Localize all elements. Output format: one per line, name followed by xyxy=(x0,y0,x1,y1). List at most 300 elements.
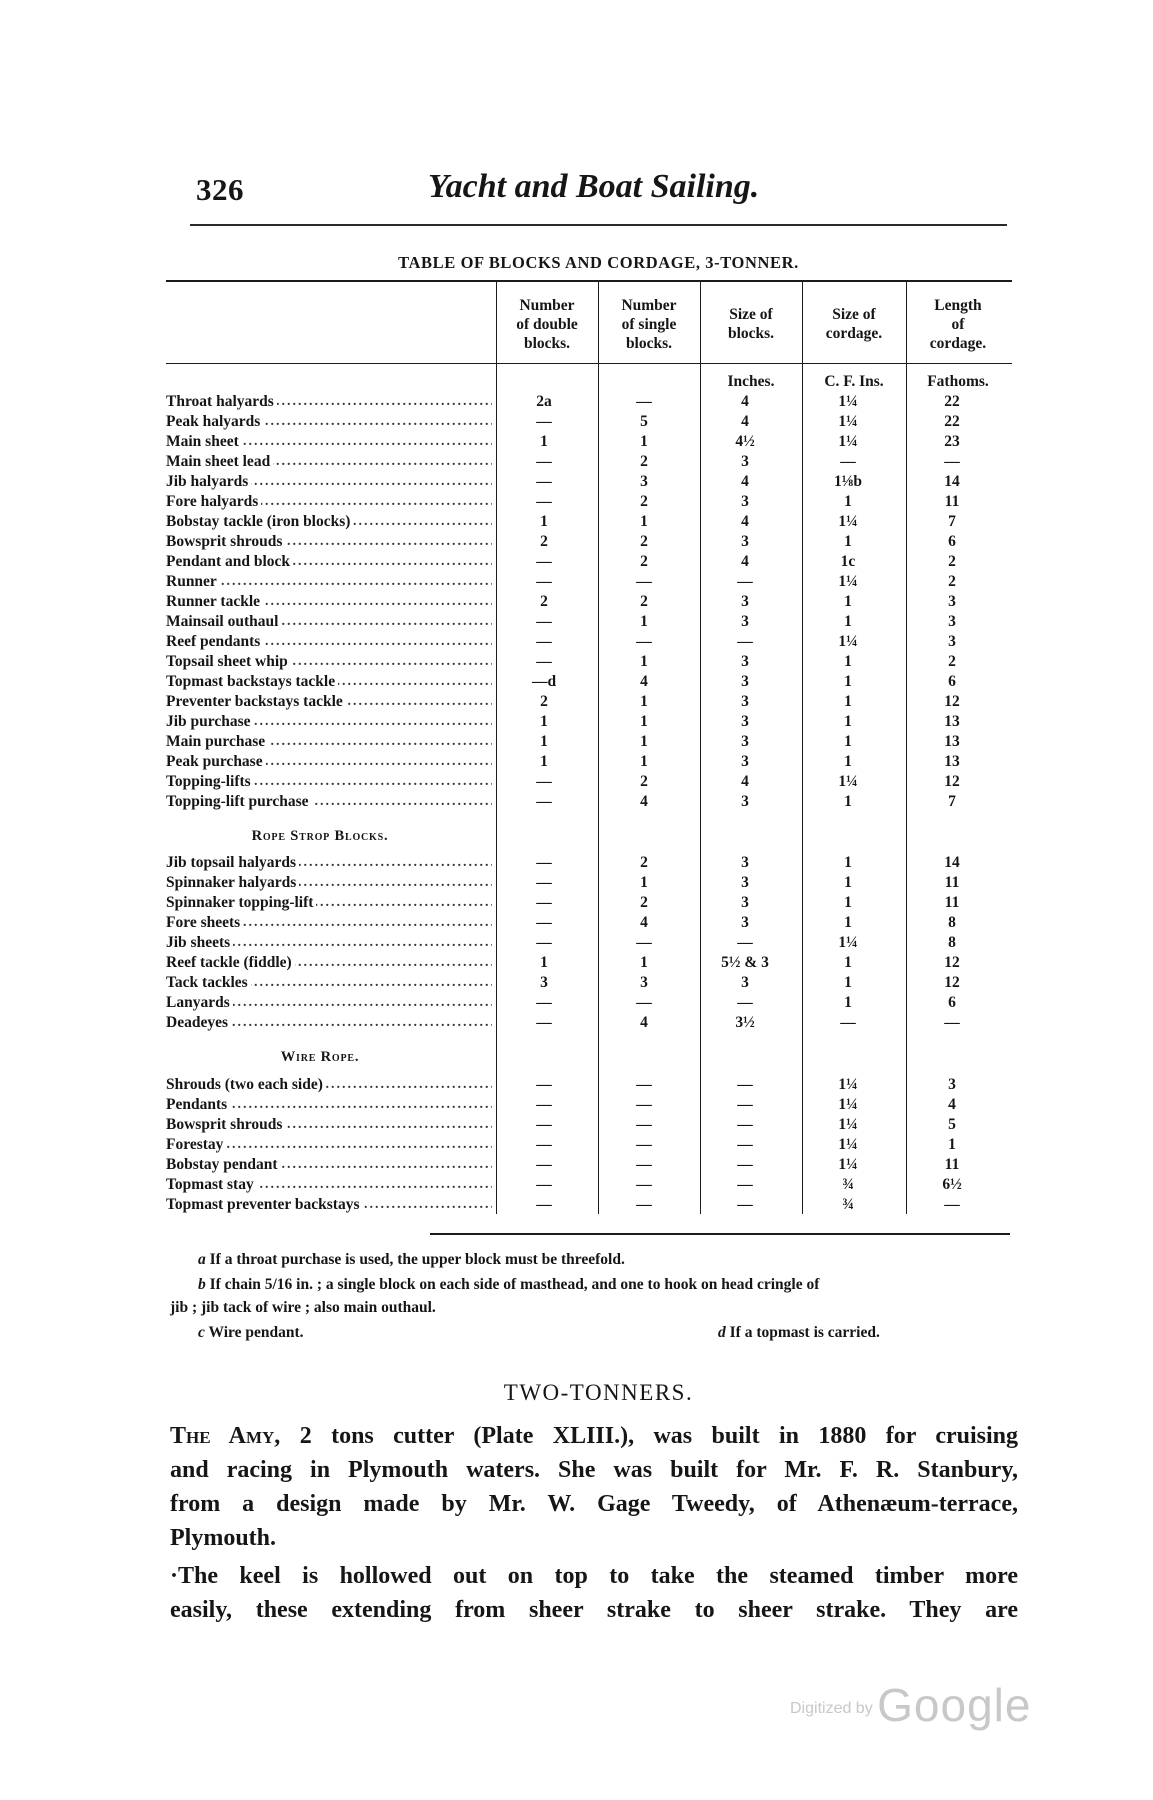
cell-size-of-cordage: 1 xyxy=(844,974,852,991)
row-label xyxy=(166,1135,492,1155)
cell-length-of-cordage: — xyxy=(944,1196,960,1213)
row-label-text: Throat halyards xyxy=(166,393,277,410)
table-row xyxy=(166,492,1012,512)
row-label-text: Bobstay tackle (iron blocks) xyxy=(166,513,353,530)
row-label xyxy=(166,873,492,893)
column-header-size-of-blocks: Size of blocks. xyxy=(727,306,775,342)
table-row xyxy=(166,732,1012,752)
footnote-mark: b xyxy=(198,1276,206,1293)
row-label xyxy=(166,953,492,973)
row-label-text: Topmast preventer backstays xyxy=(166,1196,362,1213)
cell-single-blocks: 2 xyxy=(640,453,648,470)
digitized-by-google-watermark xyxy=(790,1678,1032,1732)
cell-length-of-cordage: 8 xyxy=(948,934,956,951)
cell-double-blocks: — xyxy=(536,653,552,670)
row-label-text: Bowsprit shrouds xyxy=(166,1116,285,1133)
cell-length-of-cordage: 12 xyxy=(944,773,960,790)
cell-single-blocks: 1 xyxy=(640,693,648,710)
cell-size-of-blocks: 5½ & 3 xyxy=(721,954,769,971)
cell-size-of-cordage: 1 xyxy=(844,954,852,971)
table-row xyxy=(166,572,1012,592)
table-row xyxy=(166,512,1012,532)
row-label-text: Shrouds (two each side) xyxy=(166,1076,326,1093)
table-row xyxy=(166,792,1012,812)
cell-double-blocks: 1 xyxy=(540,433,548,450)
cell-double-blocks: 1 xyxy=(540,513,548,530)
table-row xyxy=(166,392,1012,412)
cell-size-of-cordage: 1¼ xyxy=(838,773,858,790)
cell-double-blocks: — xyxy=(536,1096,552,1113)
cell-size-of-blocks: 3 xyxy=(741,914,749,931)
cell-double-blocks: — xyxy=(536,854,552,871)
footnote-mark: d xyxy=(718,1324,726,1341)
row-label xyxy=(166,1075,492,1095)
cell-double-blocks: — xyxy=(536,1176,552,1193)
cell-size-of-blocks: 3 xyxy=(741,753,749,770)
cell-size-of-cordage: 1¼ xyxy=(838,934,858,951)
cell-double-blocks: — xyxy=(536,934,552,951)
table-row xyxy=(166,652,1012,672)
cell-length-of-cordage: 11 xyxy=(944,894,960,911)
cell-size-of-blocks: — xyxy=(737,934,753,951)
cell-single-blocks: 5 xyxy=(640,413,648,430)
row-label xyxy=(166,913,492,933)
cell-size-of-blocks: 3 xyxy=(741,713,749,730)
cell-size-of-blocks: 3 xyxy=(741,854,749,871)
cell-size-of-blocks: 3 xyxy=(741,653,749,670)
cell-size-of-cordage: 1 xyxy=(844,793,852,810)
cell-size-of-blocks: 3 xyxy=(741,693,749,710)
cell-single-blocks: — xyxy=(636,1176,652,1193)
cell-length-of-cordage: 23 xyxy=(944,433,960,450)
paragraph-line: and racing in Plymouth waters. She was built for Mr. F. R. Stanbury, xyxy=(170,1457,1018,1483)
row-label xyxy=(166,1115,492,1135)
row-label xyxy=(166,1013,492,1033)
cell-length-of-cordage: 14 xyxy=(944,854,960,871)
table-row xyxy=(166,412,1012,432)
unit-cf-ins: C. F. Ins. xyxy=(824,373,884,390)
cell-single-blocks: 4 xyxy=(640,1014,648,1031)
row-label xyxy=(166,853,492,873)
cell-size-of-blocks: 3 xyxy=(741,493,749,510)
cell-single-blocks: 3 xyxy=(640,974,648,991)
cell-double-blocks: — xyxy=(536,1014,552,1031)
paragraph-line xyxy=(170,1420,1018,1453)
cell-single-blocks: — xyxy=(636,994,652,1011)
table-row xyxy=(166,752,1012,772)
cell-double-blocks: — xyxy=(536,413,552,430)
row-label xyxy=(166,732,492,752)
cell-length-of-cordage: 13 xyxy=(944,753,960,770)
cell-double-blocks: — xyxy=(536,773,552,790)
page-number: 326 xyxy=(196,172,244,207)
row-label-text: Jib topsail halyards xyxy=(166,854,299,871)
row-label-text: Pendant and block xyxy=(166,553,293,570)
table-row xyxy=(166,772,1012,792)
row-label xyxy=(166,412,492,432)
cell-size-of-blocks: 4 xyxy=(741,773,749,790)
cell-size-of-cordage: ¾ xyxy=(842,1196,854,1213)
cell-single-blocks: 1 xyxy=(640,613,648,630)
row-label-text: Main purchase xyxy=(166,733,268,750)
cell-double-blocks: —d xyxy=(531,673,557,690)
cell-single-blocks: 4 xyxy=(640,673,648,690)
cell-single-blocks: 2 xyxy=(640,533,648,550)
cell-size-of-blocks: — xyxy=(737,1116,753,1133)
cell-double-blocks: — xyxy=(536,613,552,630)
cell-double-blocks: — xyxy=(536,894,552,911)
footnote-b-continued: jib ; jib tack of wire ; also main outhaul. xyxy=(170,1299,436,1316)
footnote-mark: c xyxy=(198,1324,205,1341)
cell-length-of-cordage: — xyxy=(944,1014,960,1031)
cell-single-blocks: — xyxy=(636,1076,652,1093)
cell-length-of-cordage: 5 xyxy=(948,1116,956,1133)
cell-size-of-cordage: ¾ xyxy=(842,1176,854,1193)
cell-size-of-blocks: — xyxy=(737,1136,753,1153)
row-label xyxy=(166,512,492,532)
cell-size-of-cordage: 1c xyxy=(840,553,856,570)
table-top-rule xyxy=(166,280,1012,282)
cell-size-of-cordage: 1 xyxy=(844,693,852,710)
cell-single-blocks: 2 xyxy=(640,493,648,510)
paragraph-line: from a design made by Mr. W. Gage Tweedy, of Athenæum-terrace, xyxy=(170,1491,1018,1517)
cell-single-blocks: 1 xyxy=(640,874,648,891)
cell-double-blocks: 2a xyxy=(536,393,552,410)
cell-double-blocks: — xyxy=(536,1116,552,1133)
row-label xyxy=(166,712,492,732)
cell-size-of-cordage: 1 xyxy=(844,593,852,610)
cell-size-of-blocks: — xyxy=(737,1176,753,1193)
cell-length-of-cordage: 8 xyxy=(948,914,956,931)
cell-single-blocks: — xyxy=(636,633,652,650)
cell-length-of-cordage: 11 xyxy=(944,874,960,891)
row-label xyxy=(166,973,492,993)
table-row xyxy=(166,1013,1012,1033)
table-row xyxy=(166,692,1012,712)
cell-length-of-cordage: 3 xyxy=(948,593,956,610)
cell-length-of-cordage: 22 xyxy=(944,413,960,430)
cell-double-blocks: — xyxy=(536,1076,552,1093)
cell-single-blocks: — xyxy=(636,573,652,590)
cell-size-of-cordage: 1 xyxy=(844,653,852,670)
cell-single-blocks: 1 xyxy=(640,954,648,971)
footnote-a xyxy=(198,1249,625,1271)
table-row xyxy=(166,672,1012,692)
table-bottom-rule xyxy=(430,1233,1010,1235)
cell-size-of-blocks: 3 xyxy=(741,533,749,550)
cell-size-of-blocks: 3 xyxy=(741,453,749,470)
row-label-text: Fore halyards xyxy=(166,493,261,510)
cell-single-blocks: 1 xyxy=(640,733,648,750)
cell-size-of-blocks: 4 xyxy=(741,473,749,490)
cell-length-of-cordage: 1 xyxy=(948,1136,956,1153)
cell-single-blocks: 2 xyxy=(640,773,648,790)
cell-size-of-cordage: 1 xyxy=(844,894,852,911)
cell-double-blocks: — xyxy=(536,573,552,590)
cell-length-of-cordage: 11 xyxy=(944,1156,960,1173)
cell-size-of-cordage: 1¼ xyxy=(838,1096,858,1113)
cell-size-of-blocks: 4 xyxy=(741,393,749,410)
row-label-text: Tack tackles xyxy=(166,974,251,991)
column-header-double-blocks: Number of double blocks. xyxy=(516,296,578,352)
row-label-text: Peak halyards xyxy=(166,413,263,430)
cell-double-blocks: — xyxy=(536,793,552,810)
table-row xyxy=(166,973,1012,993)
footnote-d xyxy=(718,1322,880,1344)
cell-size-of-blocks: 3 xyxy=(741,733,749,750)
row-label xyxy=(166,432,492,452)
cell-length-of-cordage: 7 xyxy=(948,513,956,530)
table-row xyxy=(166,552,1012,572)
row-label xyxy=(166,752,492,772)
paragraph-line: ·The keel is hollowed out on top to take the steamed timber more xyxy=(170,1563,1018,1589)
row-label-text: Pendants xyxy=(166,1096,230,1113)
row-label-text: Jib sheets xyxy=(166,934,233,951)
google-logo: Google xyxy=(877,1679,1032,1731)
cell-single-blocks: 4 xyxy=(640,793,648,810)
table-row xyxy=(166,913,1012,933)
cell-size-of-cordage: 1 xyxy=(844,914,852,931)
footnote-text: If a topmast is carried. xyxy=(729,1324,880,1341)
cell-length-of-cordage: 3 xyxy=(948,1076,956,1093)
cell-double-blocks: — xyxy=(536,994,552,1011)
cell-single-blocks: 2 xyxy=(640,894,648,911)
row-label-text: Runner xyxy=(166,573,220,590)
table-row xyxy=(166,1175,1012,1195)
footnote-text: If chain 5/16 in. ; a single block on each side of masthead, and one to hook on head cringle of xyxy=(209,1276,820,1293)
table-row xyxy=(166,1135,1012,1155)
table-row xyxy=(166,1075,1012,1095)
section-heading-rope-strop: Rope Strop Blocks. xyxy=(251,828,389,844)
cell-length-of-cordage: 22 xyxy=(944,393,960,410)
row-label-text: Main sheet xyxy=(166,433,242,450)
cell-length-of-cordage: 7 xyxy=(948,793,956,810)
cell-size-of-cordage: 1 xyxy=(844,994,852,1011)
cell-size-of-blocks: — xyxy=(737,633,753,650)
cell-single-blocks: 3 xyxy=(640,473,648,490)
row-label-text: Jib purchase xyxy=(166,713,254,730)
table-head-rule xyxy=(166,363,1012,364)
table-row xyxy=(166,452,1012,472)
cell-double-blocks: — xyxy=(536,553,552,570)
row-label-text: Lanyards xyxy=(166,994,233,1011)
cell-size-of-blocks: 3 xyxy=(741,593,749,610)
cell-length-of-cordage: 12 xyxy=(944,693,960,710)
cell-single-blocks: — xyxy=(636,1096,652,1113)
row-label-text: Spinnaker halyards xyxy=(166,874,299,891)
row-label-text: Topmast backstays tackle xyxy=(166,673,338,690)
cell-size-of-cordage: 1¼ xyxy=(838,393,858,410)
row-label-text: Preventer backstays tackle xyxy=(166,693,346,710)
watermark-prefix: Digitized by xyxy=(790,1700,873,1717)
cell-size-of-blocks: 3½ xyxy=(735,1014,755,1031)
cell-double-blocks: — xyxy=(536,874,552,891)
table-row xyxy=(166,592,1012,612)
row-label xyxy=(166,1155,492,1175)
cell-size-of-cordage: 1 xyxy=(844,753,852,770)
cell-size-of-cordage: — xyxy=(840,1014,856,1031)
cell-double-blocks: 1 xyxy=(540,954,548,971)
row-label-text: Reef pendants xyxy=(166,633,263,650)
row-label xyxy=(166,632,492,652)
cell-length-of-cordage: 12 xyxy=(944,954,960,971)
cell-double-blocks: — xyxy=(536,473,552,490)
column-header-single-blocks: Number of single blocks. xyxy=(621,296,677,352)
cell-size-of-blocks: 3 xyxy=(741,874,749,891)
cell-single-blocks: — xyxy=(636,1196,652,1213)
cell-double-blocks: 2 xyxy=(540,593,548,610)
cell-double-blocks: — xyxy=(536,1156,552,1173)
cell-double-blocks: 1 xyxy=(540,733,548,750)
cell-size-of-blocks: — xyxy=(737,1076,753,1093)
row-label xyxy=(166,933,492,953)
row-label xyxy=(166,1095,492,1115)
cell-size-of-cordage: 1¼ xyxy=(838,413,858,430)
cell-length-of-cordage: 6 xyxy=(948,994,956,1011)
footnote-text: If a throat purchase is used, the upper block must be threefold. xyxy=(209,1251,625,1268)
cell-double-blocks: — xyxy=(536,1136,552,1153)
table-title: TABLE OF BLOCKS AND CORDAGE, 3-TONNER. xyxy=(398,253,799,272)
row-label-text: Bowsprit shrouds xyxy=(166,533,285,550)
cell-size-of-cordage: 1¼ xyxy=(838,1076,858,1093)
cell-length-of-cordage: 11 xyxy=(944,493,960,510)
cell-length-of-cordage: 6 xyxy=(948,673,956,690)
header-rule xyxy=(190,224,1007,226)
cell-length-of-cordage: — xyxy=(944,453,960,470)
cell-size-of-cordage: 1 xyxy=(844,493,852,510)
table-row xyxy=(166,532,1012,552)
cell-length-of-cordage: 4 xyxy=(948,1096,956,1113)
row-label xyxy=(166,1195,492,1215)
footnote-text: Wire pendant. xyxy=(208,1324,304,1341)
row-label xyxy=(166,692,492,712)
cell-size-of-blocks: — xyxy=(737,1096,753,1113)
cell-single-blocks: — xyxy=(636,1136,652,1153)
cell-size-of-blocks: 4 xyxy=(741,413,749,430)
cell-size-of-blocks: 3 xyxy=(741,894,749,911)
unit-inches: Inches. xyxy=(727,373,775,390)
cell-length-of-cordage: 13 xyxy=(944,713,960,730)
table-row xyxy=(166,953,1012,973)
row-label xyxy=(166,792,492,812)
cell-single-blocks: 1 xyxy=(640,513,648,530)
table-row xyxy=(166,432,1012,452)
cell-size-of-cordage: 1 xyxy=(844,613,852,630)
cell-size-of-cordage: 1 xyxy=(844,713,852,730)
cell-single-blocks: — xyxy=(636,1116,652,1133)
cell-size-of-cordage: 1 xyxy=(844,874,852,891)
cell-double-blocks: 2 xyxy=(540,533,548,550)
cell-single-blocks: 2 xyxy=(640,854,648,871)
column-header-size-of-cordage: Size of cordage. xyxy=(825,306,883,342)
cell-double-blocks: — xyxy=(536,453,552,470)
row-label xyxy=(166,893,492,913)
row-label xyxy=(166,472,492,492)
cell-double-blocks: — xyxy=(536,1196,552,1213)
row-label xyxy=(166,993,492,1013)
row-label-text: Forestay xyxy=(166,1136,226,1153)
cell-size-of-cordage: 1⅛b xyxy=(834,473,862,490)
cell-length-of-cordage: 14 xyxy=(944,473,960,490)
cell-double-blocks: 3 xyxy=(540,974,548,991)
cell-size-of-cordage: 1 xyxy=(844,854,852,871)
cell-double-blocks: 1 xyxy=(540,713,548,730)
cell-double-blocks: — xyxy=(536,914,552,931)
table-row xyxy=(166,993,1012,1013)
row-label-text: Mainsail outhaul xyxy=(166,613,281,630)
row-label-text: Deadeyes xyxy=(166,1014,231,1031)
footnote-mark: a xyxy=(198,1251,206,1268)
section-title: TWO-TONNERS. xyxy=(503,1380,694,1405)
cell-size-of-blocks: — xyxy=(737,994,753,1011)
cell-single-blocks: 4 xyxy=(640,914,648,931)
row-label xyxy=(166,612,492,632)
row-label xyxy=(166,592,492,612)
cell-size-of-blocks: — xyxy=(737,1156,753,1173)
table-row xyxy=(166,1155,1012,1175)
row-label-text: Runner tackle xyxy=(166,593,263,610)
table-row xyxy=(166,873,1012,893)
cell-double-blocks: — xyxy=(536,493,552,510)
table-row xyxy=(166,853,1012,873)
row-label-text: Topping-lifts xyxy=(166,773,254,790)
column-header-length-of-cordage: Length of cordage. xyxy=(929,296,987,352)
row-label-text: Main sheet lead xyxy=(166,453,273,470)
cell-length-of-cordage: 12 xyxy=(944,974,960,991)
unit-fathoms: Fathoms. xyxy=(927,373,989,390)
cell-single-blocks: — xyxy=(636,1156,652,1173)
cell-single-blocks: 1 xyxy=(640,713,648,730)
cell-length-of-cordage: 2 xyxy=(948,653,956,670)
row-label-text: Jib halyards xyxy=(166,473,251,490)
row-label xyxy=(166,492,492,512)
row-label xyxy=(166,652,492,672)
table-row xyxy=(166,472,1012,492)
paragraph-line: Plymouth. xyxy=(170,1525,277,1551)
cell-single-blocks: 2 xyxy=(640,593,648,610)
cell-length-of-cordage: 6 xyxy=(948,533,956,550)
cell-size-of-cordage: 1 xyxy=(844,533,852,550)
cell-size-of-cordage: 1 xyxy=(844,673,852,690)
cell-single-blocks: 2 xyxy=(640,553,648,570)
cell-size-of-blocks: 3 xyxy=(741,673,749,690)
cell-double-blocks: 2 xyxy=(540,693,548,710)
cell-size-of-cordage: — xyxy=(840,453,856,470)
row-label-text: Topping-lift purchase xyxy=(166,793,312,810)
cell-size-of-cordage: 1¼ xyxy=(838,573,858,590)
row-label-text: Topsail sheet whip xyxy=(166,653,291,670)
cell-single-blocks: 1 xyxy=(640,653,648,670)
cell-size-of-blocks: 4 xyxy=(741,553,749,570)
cell-length-of-cordage: 3 xyxy=(948,633,956,650)
row-label xyxy=(166,452,492,472)
cell-single-blocks: — xyxy=(636,934,652,951)
cell-size-of-cordage: 1 xyxy=(844,733,852,750)
table-row xyxy=(166,933,1012,953)
cell-size-of-blocks: 3 xyxy=(741,613,749,630)
cell-size-of-blocks: 4½ xyxy=(735,433,755,450)
boat-name: The Amy, xyxy=(170,1423,281,1449)
cell-length-of-cordage: 6½ xyxy=(942,1176,962,1193)
row-label xyxy=(166,392,492,412)
section-heading-wire-rope: Wire Rope. xyxy=(280,1049,360,1065)
table-row xyxy=(166,893,1012,913)
cell-size-of-blocks: 3 xyxy=(741,793,749,810)
row-label-text: Spinnaker topping-lift xyxy=(166,894,316,911)
paragraph-line: easily, these extending from sheer strake to sheer strake. They are xyxy=(170,1597,1018,1623)
table-row xyxy=(166,612,1012,632)
row-label xyxy=(166,672,492,692)
